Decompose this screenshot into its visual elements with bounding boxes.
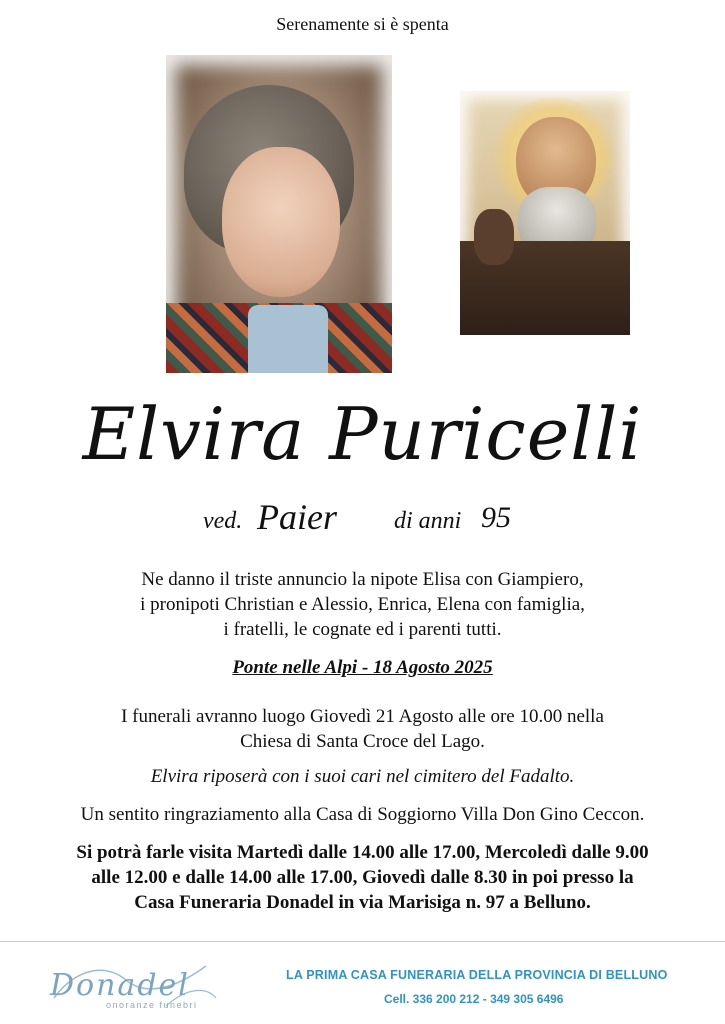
intro-text: Serenamente si è spenta — [276, 14, 449, 34]
visit-line: Casa Funeraria Donadel in via Marisiga n. 97 a Belluno. — [134, 892, 591, 913]
place-date-text: Ponte nelle Alpi - 18 Agosto 2025 — [232, 657, 493, 678]
widow-prefix: ved. — [203, 508, 243, 534]
logo-subtitle: onoranze funebri — [106, 1000, 198, 1010]
blessing-hand — [474, 209, 514, 265]
visit-line: Si potrà farle visita Martedì dalle 14.00 alle 17.00, Mercoledì dalle 9.00 — [76, 842, 649, 863]
blouse-collar — [248, 305, 328, 373]
announcement — [0, 567, 725, 642]
announcement-line: Ne danno il triste annuncio la nipote Elisa con Giampiero, — [141, 569, 584, 590]
deceased-name: Elvira Puricelli — [82, 392, 643, 476]
logo-wordmark: Donadel — [50, 968, 190, 1003]
donadel-logo — [46, 958, 226, 1016]
announcement-line: i pronipoti Christian e Alessio, Enrica, Elena con famiglia, — [140, 594, 585, 615]
announcement-line: i fratelli, le cognate ed i parenti tutti. — [223, 619, 502, 640]
footer-tagline: LA PRIMA CASA FUNERARIA DELLA PROVINCIA DI BELLUNO — [286, 968, 668, 982]
padre-pio-image — [460, 91, 630, 335]
footer-phone: Cell. 336 200 212 - 349 305 6496 — [384, 992, 564, 1006]
maiden-name: Paier — [257, 497, 337, 537]
visiting-hours — [0, 840, 725, 915]
name-subline — [0, 497, 725, 540]
funeral-line: I funerali avranno luogo Giovedì 21 Agosto alle ore 10.00 nella — [121, 706, 604, 727]
footer-divider — [0, 941, 725, 942]
age-value: 95 — [481, 501, 511, 534]
thanks-note: Un sentito ringraziamento alla Casa di Soggiorno Villa Don Gino Ceccon. — [80, 804, 645, 825]
place-date — [0, 657, 725, 679]
deceased-photo — [166, 55, 392, 373]
visit-line: alle 12.00 e dalle 14.00 alle 17.00, Giovedì dalle 8.30 in poi presso la — [91, 867, 634, 888]
funeral-line: Chiesa di Santa Croce del Lago. — [240, 731, 485, 752]
funeral-info — [0, 704, 725, 754]
age-label: di anni — [394, 508, 462, 534]
burial-note: Elvira riposerà con i suoi cari nel cimitero del Fadalto. — [150, 766, 575, 787]
glasses-icon — [238, 201, 332, 231]
